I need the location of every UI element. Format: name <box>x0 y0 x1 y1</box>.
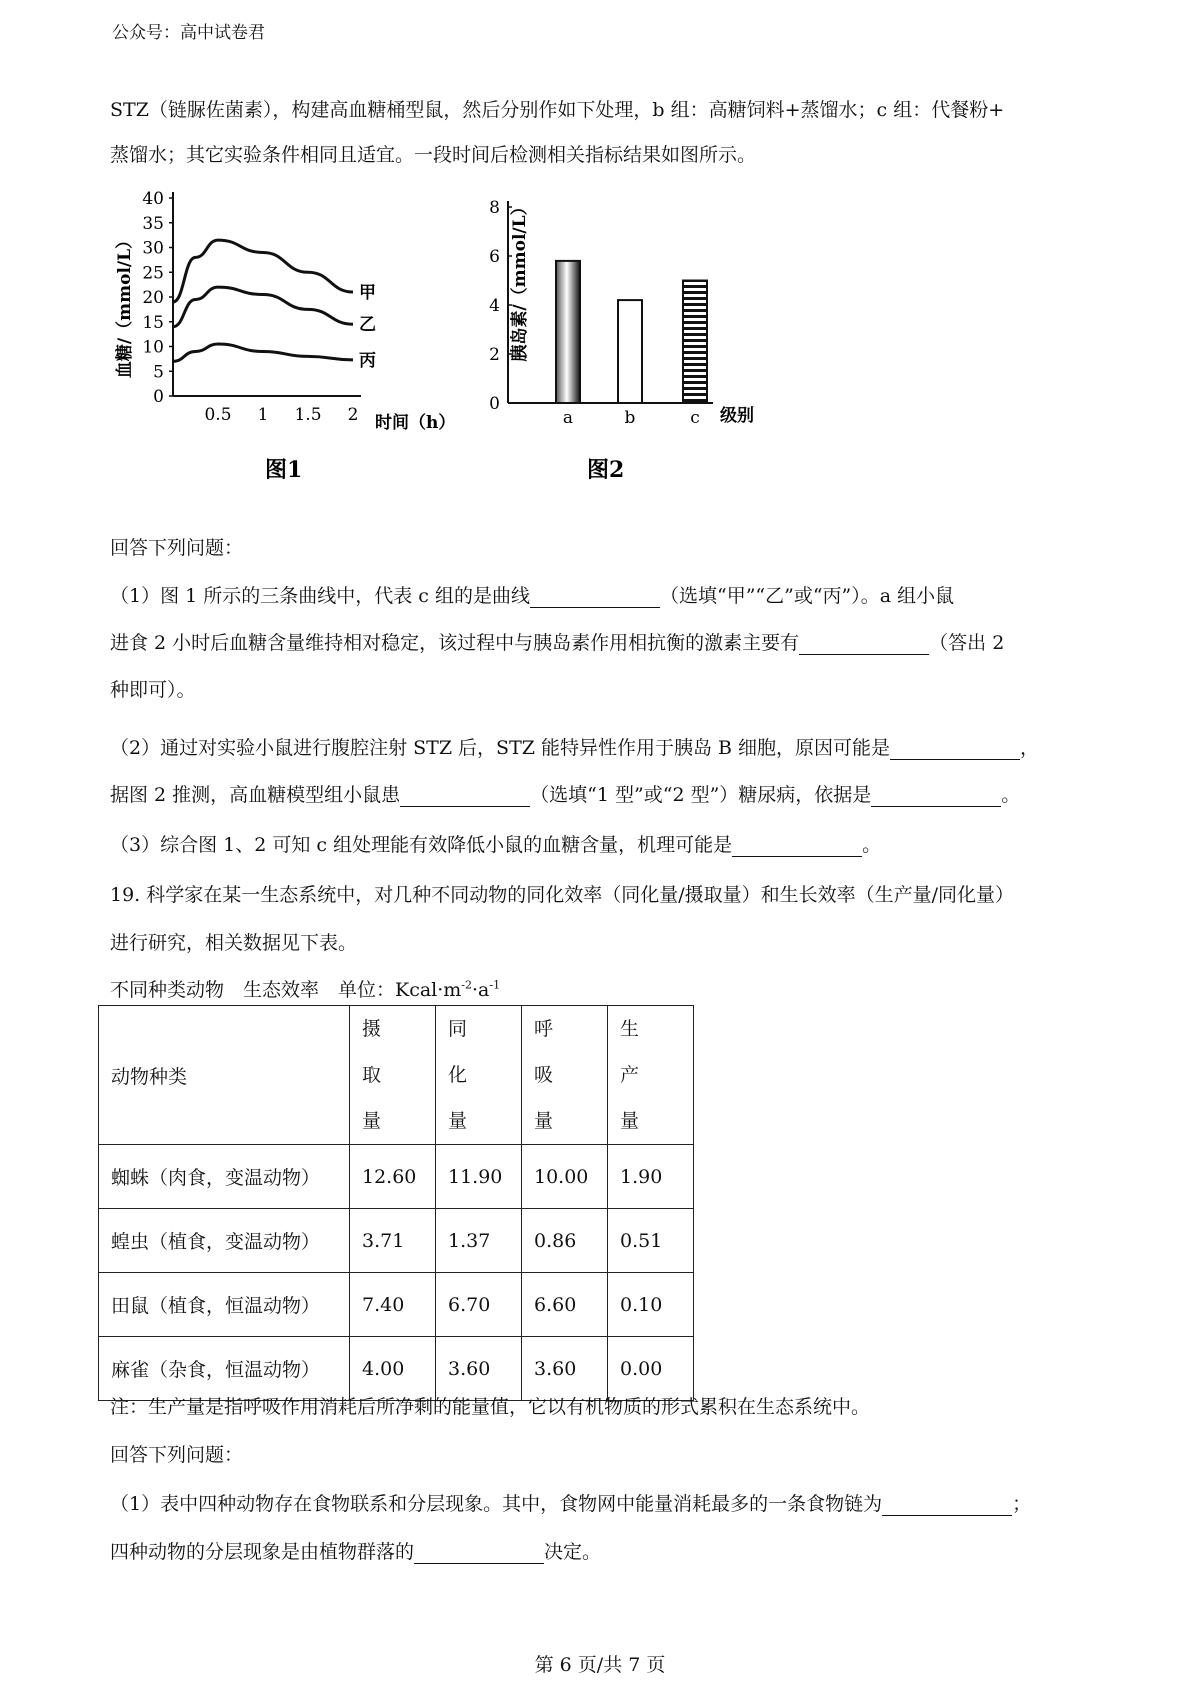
q19-lead: 回答下列问题： <box>110 1444 244 1466</box>
figure1-x-tick-label: 2 <box>347 405 359 425</box>
q19-q1-line1 <box>110 1489 1031 1516</box>
figure1-y-tick-label: 10 <box>142 337 164 358</box>
table-cell: 蜘蛛（肉食，变温动物） <box>99 1145 350 1209</box>
table-cell: 3.60 <box>436 1337 522 1401</box>
table-cell: 12.60 <box>350 1145 436 1209</box>
table-cell: 3.60 <box>522 1337 608 1401</box>
table-row <box>99 1337 694 1401</box>
q19-q1-l2-b: 决定。 <box>544 1541 602 1563</box>
q18-q2-l2-b: （选填“1 型”或“2 型”）糖尿病，依据是 <box>530 784 872 806</box>
figure1-y-tick-label: 35 <box>142 213 164 234</box>
q18-q2-l2-a: 据图 2 推测，高血糖模型组小鼠患 <box>110 784 401 806</box>
answer-blank[interactable] <box>890 737 1020 760</box>
answer-blank[interactable] <box>530 585 660 608</box>
answer-blank[interactable] <box>871 784 1001 807</box>
q19-q1-line2 <box>110 1537 601 1564</box>
q18-q1-l2-text: 进食 2 小时后血糖含量维持相对稳定，该过程中与胰岛素作用相抗衡的激素主要有 <box>110 632 800 654</box>
answer-blank[interactable] <box>414 1541 544 1564</box>
header-assimilation: 同化量 <box>436 1006 522 1145</box>
table-title-text: 不同种类动物 生态效率 单位：Kcal·m <box>110 979 462 1001</box>
table-cell: 1.90 <box>608 1145 694 1209</box>
q18-q3-line1 <box>110 830 881 857</box>
figure2-category-label: a <box>562 408 574 428</box>
answer-blank[interactable] <box>882 1493 1012 1516</box>
table-row <box>99 1209 694 1273</box>
figure1-x-tick-label: 1.5 <box>294 405 322 425</box>
table-cell: 蝗虫（植食，变温动物） <box>99 1209 350 1273</box>
figure1-x-axis-label: 时间（h） <box>375 413 456 433</box>
figure1-series-line-1 <box>173 240 353 302</box>
figure1-x-tick-label: 1 <box>257 405 269 425</box>
table-header-row <box>99 1006 694 1145</box>
figure1-y-tick-label: 5 <box>153 362 164 383</box>
figure2-y-tick-label: 0 <box>489 394 500 414</box>
intro-line-2: 蒸馏水；其它实验条件相同且适宜。一段时间后检测相关指标结果如图所示。 <box>110 144 757 166</box>
table-cell: 7.40 <box>350 1273 436 1337</box>
table-cell: 6.70 <box>436 1273 522 1337</box>
figure1-y-tick-label: 0 <box>153 387 164 407</box>
figure2-category-label: c <box>690 408 700 428</box>
table-cell: 0.51 <box>608 1209 694 1273</box>
q19-line2: 进行研究，相关数据见下表。 <box>110 932 358 954</box>
figure1-series-label: 丙 <box>359 350 376 371</box>
unit-sup-1: -2 <box>461 978 473 992</box>
q19-note: 注：生产量是指呼吸作用消耗后所净剩的能量值，它以有机物质的形式累积在生态系统中。 <box>110 1396 871 1418</box>
page-footer: 第 6 页/共 7 页 <box>534 1654 666 1676</box>
figure2-y-tick-label: 8 <box>489 198 500 218</box>
figure1-series-label: 甲 <box>359 283 376 304</box>
efficiency-table <box>98 1005 694 1401</box>
q18-q2-line1 <box>110 733 1039 760</box>
q18-q2-text: （2）通过对实验小鼠进行腹腔注射 STZ 后，STZ 能特异性作用于胰岛 B 细胞，原因可能是 <box>110 737 891 759</box>
q18-lead: 回答下列问题： <box>110 537 244 559</box>
header-intake: 摄取量 <box>350 1006 436 1145</box>
q19-line1: 19. 科学家在某一生态系统中，对几种不同动物的同化效率（同化量/摄取量）和生长效率（生产量/同化量） <box>110 884 1015 906</box>
header-respiration: 呼吸量 <box>522 1006 608 1145</box>
figure1-y-tick-label: 30 <box>142 238 164 259</box>
figure2-y-tick-label: 2 <box>489 345 500 365</box>
figure2-chart <box>489 195 840 495</box>
q18-q1-l2-text-b: （答出 2 <box>929 632 1005 654</box>
figure2-category-label: b <box>624 408 636 428</box>
header-species: 动物种类 <box>99 1006 350 1145</box>
table-cell: 11.90 <box>436 1145 522 1209</box>
figure1-series-line-3 <box>173 344 353 361</box>
q18-q2-text-b: ， <box>1020 737 1040 759</box>
q18-q2-l2-c: 。 <box>1001 784 1021 806</box>
table-cell: 田鼠（植食，恒温动物） <box>99 1273 350 1337</box>
figure1-y-tick-label: 25 <box>142 263 164 284</box>
unit-mid: ·a <box>472 979 490 1001</box>
table-cell: 0.86 <box>522 1209 608 1273</box>
table-cell: 0.10 <box>608 1273 694 1337</box>
figure1-y-axis-label: 血糖/（mmol/L） <box>115 231 135 379</box>
figure2-bar-c <box>683 281 707 404</box>
figure2-bar-b <box>618 300 642 403</box>
q18-q1-text-b: （选填“甲”“乙”或“丙”）。a 组小鼠 <box>659 585 955 607</box>
q18-q1-line1 <box>110 581 954 608</box>
q19-q1-text-b: ； <box>1012 1493 1032 1515</box>
table-cell: 1.37 <box>436 1209 522 1273</box>
figure1-series-label: 乙 <box>359 315 376 336</box>
table-row <box>99 1273 694 1337</box>
figure2-y-tick-label: 4 <box>489 296 500 316</box>
table-cell: 0.00 <box>608 1337 694 1401</box>
q18-q3-text: （3）综合图 1、2 可知 c 组处理能有效降低小鼠的血糖含量，机理可能是 <box>110 834 733 856</box>
q18-q2-line2 <box>110 780 1020 807</box>
answer-blank[interactable] <box>799 632 929 655</box>
figure2-y-tick-label: 6 <box>489 247 500 267</box>
q18-q1-line2 <box>110 628 1004 655</box>
table-cell: 4.00 <box>350 1337 436 1401</box>
q19-table-title <box>110 975 500 1002</box>
figure1-chart <box>100 189 480 495</box>
figure1-caption: 图1 <box>265 457 303 483</box>
q18-q3-text-b: 。 <box>862 834 882 856</box>
table-row <box>99 1145 694 1209</box>
figure2-bar-a <box>556 261 580 403</box>
q19-q1-text: （1）表中四种动物存在食物联系和分层现象。其中，食物网中能量消耗最多的一条食物链为 <box>110 1493 883 1515</box>
table-cell: 6.60 <box>522 1273 608 1337</box>
figure2-x-axis-label: 级别 <box>720 406 754 426</box>
figure1-y-tick-label: 15 <box>142 312 164 333</box>
q18-q1-text: （1）图 1 所示的三条曲线中，代表 c 组的是曲线 <box>110 585 530 607</box>
table-cell: 3.71 <box>350 1209 436 1273</box>
answer-blank[interactable] <box>732 834 862 857</box>
figure2-caption: 图2 <box>587 457 625 483</box>
figure1-x-tick-label: 0.5 <box>204 405 232 425</box>
header-production: 生产量 <box>608 1006 694 1145</box>
q18-q1-line3: 种即可）。 <box>110 679 196 701</box>
figure2-y-axis-label: 胰岛素/（mmol/L） <box>510 198 530 362</box>
table-cell: 麻雀（杂食，恒温动物） <box>99 1337 350 1401</box>
page-header-source: 公众号：高中试卷君 <box>112 23 265 43</box>
unit-sup-2: -1 <box>489 978 501 992</box>
figure1-y-tick-label: 40 <box>142 189 164 209</box>
figure1-y-tick-label: 20 <box>142 288 164 308</box>
figure1-series-line-2 <box>173 287 353 327</box>
table-cell: 10.00 <box>522 1145 608 1209</box>
intro-line-1: STZ（链脲佐菌素），构建高血糖桶型鼠，然后分别作如下处理，b 组：高糖饲料+蒸馏水；c 组：代餐粉+ <box>110 99 1005 121</box>
answer-blank[interactable] <box>400 784 530 807</box>
q19-q1-l2: 四种动物的分层现象是由植物群落的 <box>110 1541 415 1563</box>
